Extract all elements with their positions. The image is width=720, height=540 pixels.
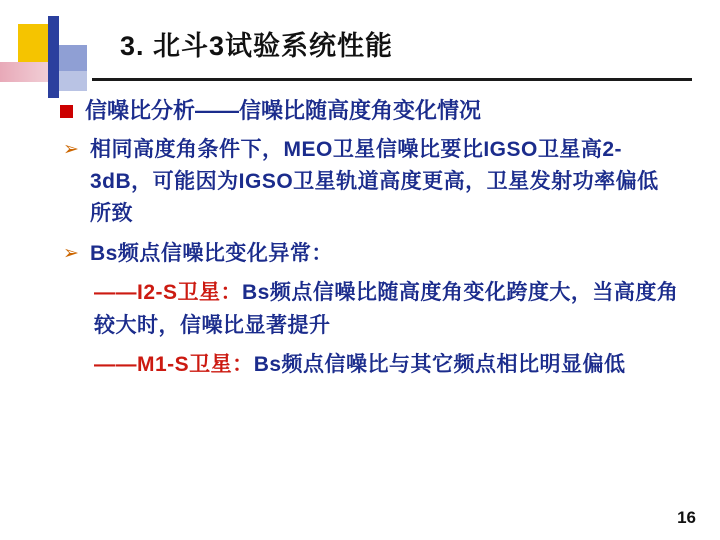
blue-square-lighter	[59, 71, 87, 91]
list-item-label: Bs频点信噪比变化异常：	[90, 242, 333, 265]
section-heading-label: 信噪比分析——信噪比随高度角变化情况	[85, 98, 482, 123]
sub-item	[94, 348, 680, 381]
arrow-bullet-icon: ➢	[63, 139, 79, 160]
title-underline	[92, 78, 692, 81]
decorative-corner-graphic	[0, 0, 120, 110]
slide-content	[60, 96, 680, 381]
list-item	[60, 134, 680, 230]
sub-item-label: Bs频点信噪比随高度角变化跨度大，当高度角较大时，信噪比显著提升	[94, 281, 679, 337]
list-item-label: 相同高度角条件下，MEO卫星信噪比要比IGSO卫星高2-3dB，可能因为IGSO卫星轨道高度更高，卫星发射功率偏低所致	[90, 138, 659, 225]
blue-square-light	[59, 45, 87, 71]
section-heading	[60, 96, 680, 126]
square-bullet-icon	[60, 105, 73, 118]
sub-item-prefix: ——I2-S卫星：	[94, 281, 243, 304]
page-title: 3. 北斗3试验系统性能	[120, 31, 394, 61]
list-item	[60, 238, 680, 270]
sub-item	[94, 276, 680, 342]
page-number: 16	[677, 508, 696, 527]
sub-item-label: Bs频点信噪比与其它频点相比明显偏低	[253, 353, 626, 376]
arrow-bullet-icon: ➢	[63, 243, 79, 264]
sub-item-prefix: ——M1-S卫星：	[94, 353, 254, 376]
blue-vertical-bar	[48, 16, 59, 98]
